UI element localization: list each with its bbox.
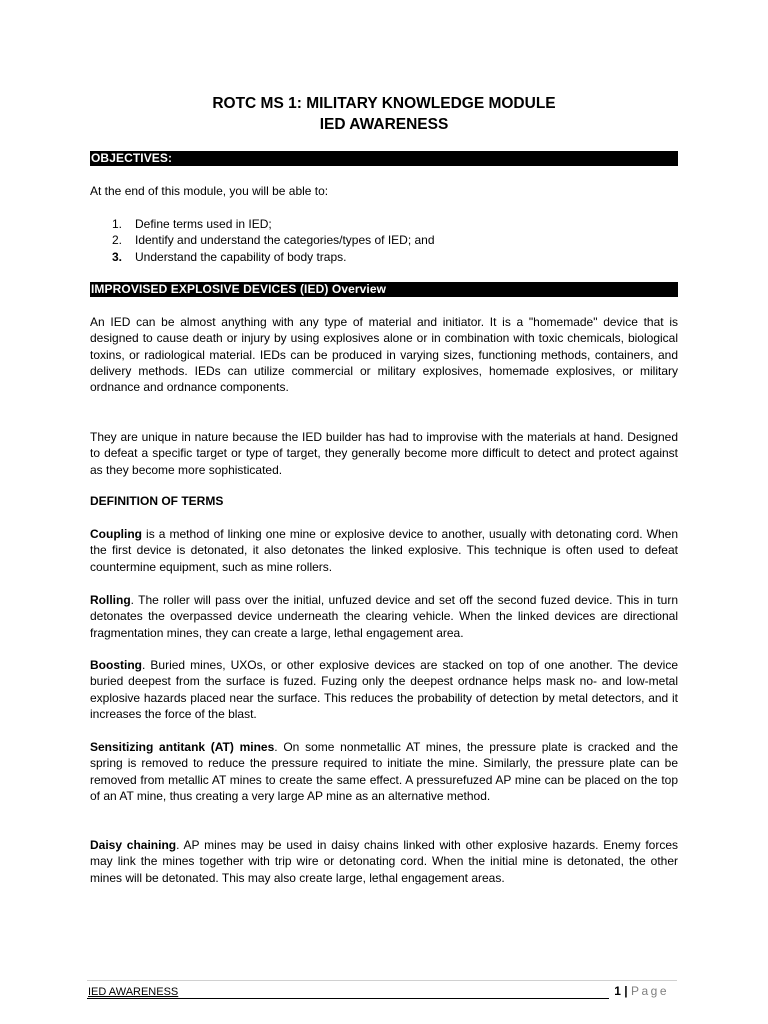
definition-text: . The roller will pass over the initial, unfuzed device and set off the second fuzed device. This in turn detonates the overpassed device underneath the clearing vehicle. When the linked devices are directional fragmentation mines, they can create a large, lethal engagement area. (90, 593, 678, 640)
page-indicator (614, 983, 669, 999)
objectives-header: OBJECTIVES: (90, 151, 678, 166)
definition-term: Sensitizing antitank (AT) mines (90, 740, 275, 754)
document-title-line2: IED AWARENESS (319, 116, 449, 133)
definition-coupling (90, 526, 678, 575)
objective-item (90, 232, 650, 248)
objective-text: Identify and understand the categories/types of IED; and (135, 233, 435, 248)
objective-number: 1. (112, 217, 123, 231)
footer-underline (87, 998, 609, 999)
definition-term: Daisy chaining (90, 838, 177, 852)
definition-sensitizing (90, 739, 678, 804)
objective-text: Understand the capability of body traps. (135, 249, 347, 264)
overview-paragraph-1: An IED can be almost anything with any type of material and initiator. It is a "homemade" device that is designed to cause death or injury by using explosives alone or in combination with toxic chemicals, biological toxins, or radiological material. IEDs can be produced in varying sizes, functioning methods, containers, and delivery methods. IEDs can utilize commercial or military explosives, homemade explosives, or military ordnance and ordnance components. (90, 315, 678, 395)
definition-text: . On some nonmetallic AT mines, the pressure plate is cracked and the spring is removed to reduce the pressure required to initiate the mine. Similarly, the pressure plate can be removed from metallic AT mines to create the same effect. A pressurefuzed AP mine can be placed on the top of an AT mine, thus creating a very large AP mine as an alternative method. (90, 740, 678, 803)
footer-divider (87, 980, 677, 981)
objectives-intro: At the end of this module, you will be able to: (90, 184, 329, 198)
objectives-list (90, 216, 650, 265)
definition-term: Rolling (90, 593, 131, 607)
page-separator: | (620, 984, 631, 998)
definition-daisy-chaining (90, 837, 678, 886)
definitions-heading: DEFINITION OF TERMS (90, 494, 224, 508)
overview-paragraph-2: They are unique in nature because the IED builder has had to improvise with the materials at hand. Designed to defeat a specific target or type of target, they generally become more difficult to detect and protect against as they become more sophisticated. (90, 430, 678, 477)
overview-header: IMPROVISED EXPLOSIVE DEVICES (IED) Overview (90, 282, 678, 297)
definition-text: . AP mines may be used in daisy chains linked with other explosive hazards. Enemy forces may link the mines together with trip wire or detonating cord. When the initial mine is detonated, the other mines will be detonated. This may also create large, lethal engagement areas. (90, 838, 678, 885)
definition-rolling (90, 592, 678, 641)
definition-boosting (90, 657, 678, 722)
objective-number: 3. (112, 249, 123, 264)
page-number: 1 (614, 984, 621, 998)
definition-text: . Buried mines, UXOs, or other explosive devices are stacked on top of one another. The device buried deepest from the surface is fuzed. Fuzing only the deepest ordnance helps mask no- and low-metal explosive hazards placed near the surface. This reduces the probability of detection by metal detectors, and it increases the force of the blast. (90, 658, 678, 721)
objective-text: Define terms used in IED; (135, 217, 272, 231)
objective-item (90, 216, 650, 232)
page-footer (87, 984, 677, 1000)
definition-text: is a method of linking one mine or explosive device to another, usually with detonating cord. When the first device is detonated, it also detonates the linked explosive. This technique is often used to defeat countermine equipment, such as mine rollers. (90, 527, 678, 574)
definition-term: Coupling (90, 527, 142, 541)
page-label: Page (630, 984, 669, 998)
footer-title: IED AWARENESS (88, 986, 179, 998)
document-title-line1: ROTC MS 1: MILITARY KNOWLEDGE MODULE (212, 95, 556, 112)
objective-item (90, 249, 650, 265)
objective-number: 2. (112, 233, 123, 248)
definition-term: Boosting (90, 658, 142, 672)
